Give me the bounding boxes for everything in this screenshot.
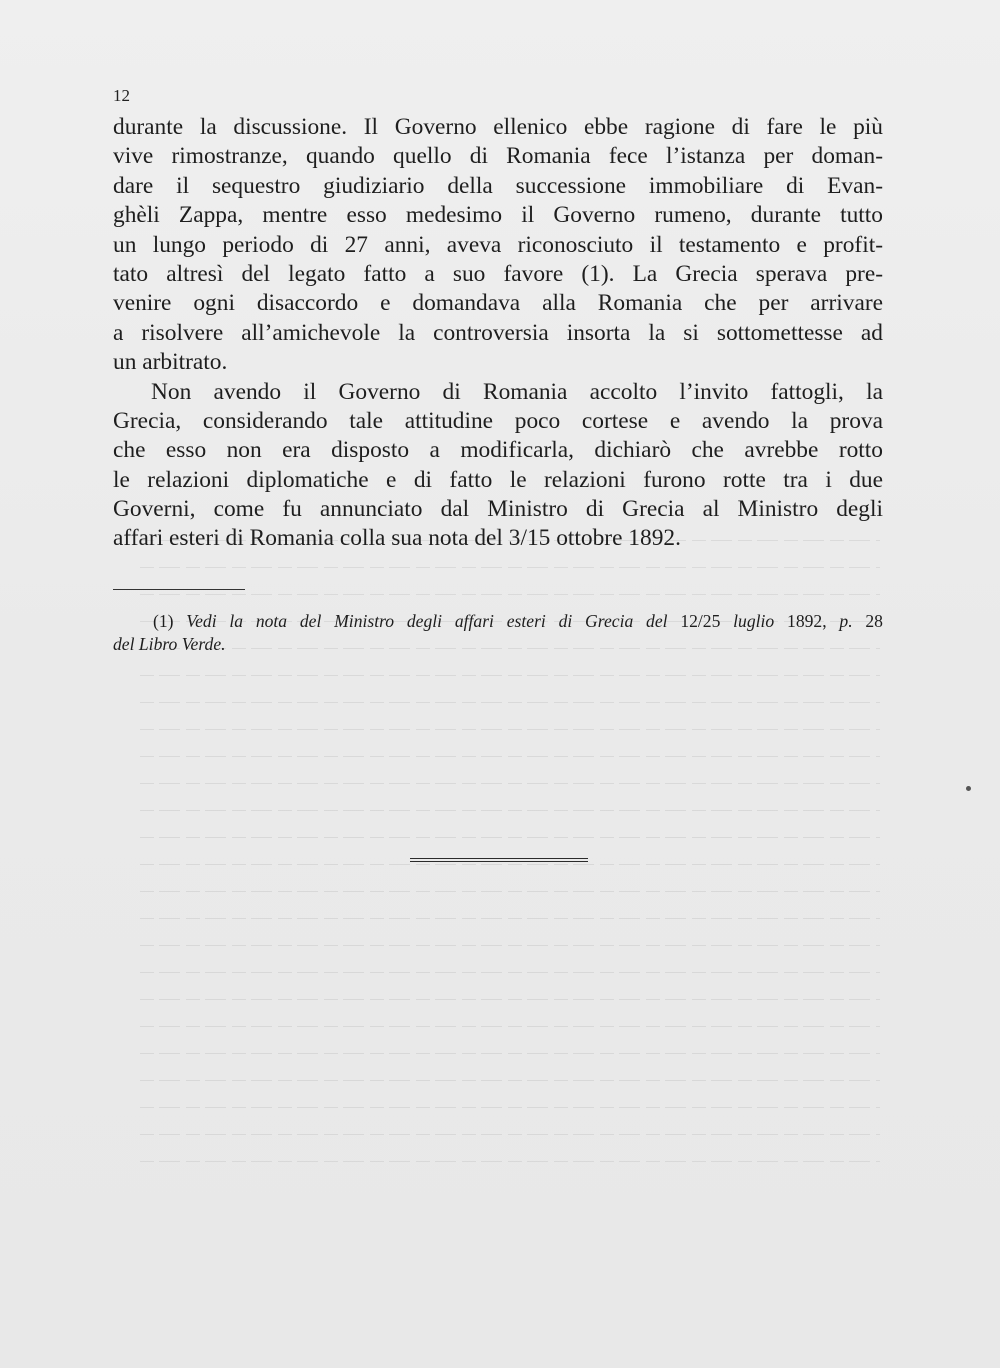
text-line: le relazioni diplomatiche e di fatto le relazioni furono rotte tra i due	[113, 466, 883, 493]
text-line: a risolvere all’amichevole la controversia insorta la si sottomettesse ad	[113, 319, 883, 346]
text-line: Governi, come fu annunciato dal Ministro di Grecia al Ministro degli	[113, 496, 883, 523]
footnote-text: Vedi la nota del Ministro degli affari esteri di Grecia del	[186, 611, 668, 631]
text-line: Grecia, considerando tale attitudine poco cortese e avendo la prova	[113, 407, 883, 434]
footnote-year: 1892,	[787, 611, 827, 631]
footnote	[113, 610, 883, 656]
text-line: durante la discussione. Il Governo ellenico ebbe ragione di fare le più	[113, 114, 883, 140]
page-number: 12	[113, 86, 130, 105]
body-text	[113, 113, 883, 554]
text-line: un lungo periodo di 27 anni, aveva riconosciuto il testamento e profit-	[113, 231, 883, 258]
text-line: tato altresì del legato fatto a suo favore (1). La Grecia sperava pre-	[113, 260, 883, 287]
section-end-rule	[410, 858, 588, 862]
text-line: affari esteri di Romania colla sua nota del 3/15 ottobre 1892.	[113, 525, 681, 552]
text-line: dare il sequestro giudiziario della successione immobiliare di Evan-	[113, 172, 883, 199]
footnote-page-number: 28	[865, 611, 883, 631]
text-line: vive rimostranze, quando quello di Romania fece l’istanza per doman-	[113, 143, 883, 170]
footnote-separator	[113, 589, 245, 590]
text-line: un arbitrato.	[113, 349, 228, 376]
paragraph-1	[113, 113, 883, 378]
text-line: che esso non era disposto a modificarla, dichiarò che avrebbe rotto	[113, 437, 883, 464]
text-line: ghèli Zappa, mentre esso medesimo il Governo rumeno, durante tutto	[113, 202, 883, 229]
footnote-date: 12/25	[680, 611, 721, 631]
footnote-marker: (1)	[153, 611, 174, 631]
footnote-line	[113, 610, 883, 633]
footnote-line: del Libro Verde.	[113, 634, 226, 654]
text-line: venire ogni disaccordo e domandava alla Romania che per arrivare	[113, 290, 883, 317]
footnote-month: luglio	[733, 611, 775, 631]
text-line: Non avendo il Governo di Romania accolto l’invito fattogli, la	[151, 378, 883, 405]
paragraph-2	[113, 378, 883, 554]
paper-speck	[966, 786, 971, 791]
footnote-page-abbr: p.	[839, 611, 853, 631]
